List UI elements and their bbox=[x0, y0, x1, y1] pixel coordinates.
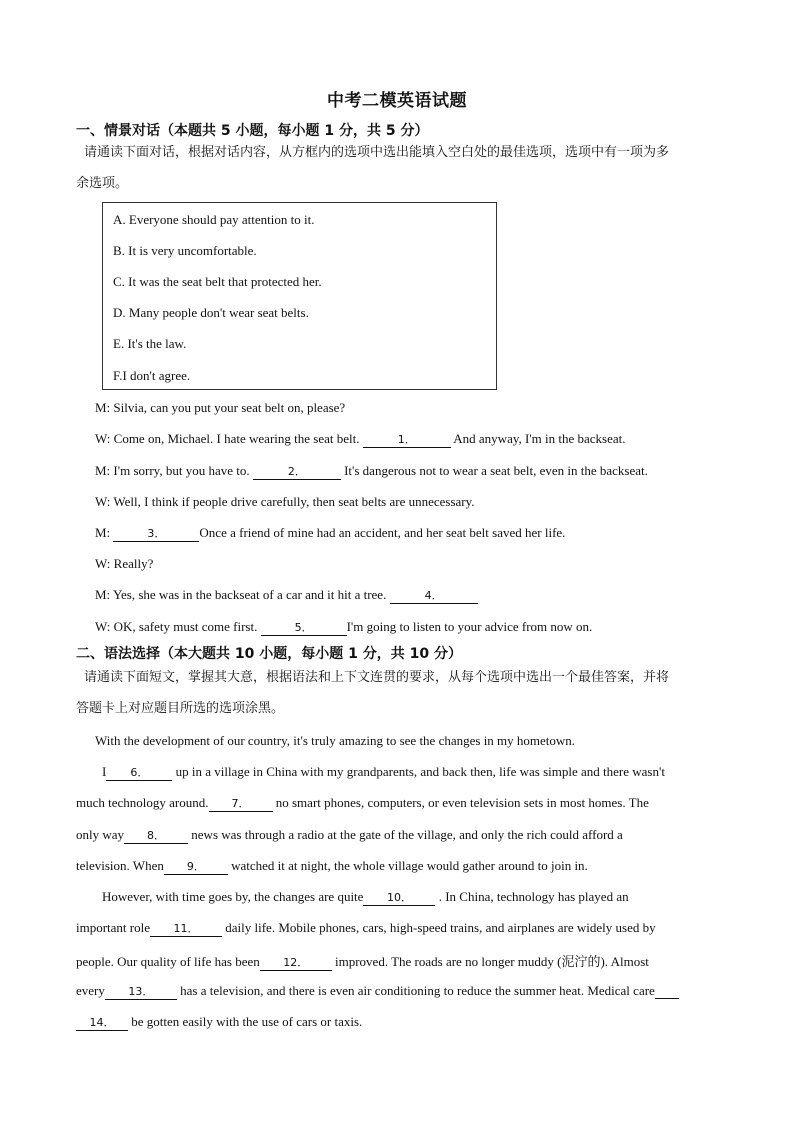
blank-8[interactable]: 8． bbox=[124, 828, 188, 844]
option-e: E. It's the law. bbox=[113, 336, 187, 351]
blank-7[interactable]: 7． bbox=[209, 796, 273, 812]
blank-2[interactable]: 2． bbox=[253, 464, 341, 480]
dialogue-line: M: Yes, she was in the backseat of a car and it hit a tree. 4． bbox=[95, 587, 478, 604]
dialogue-line: W: OK, safety must come first. 5． I'm going to listen to your advice from now on. bbox=[95, 619, 593, 634]
blank-1[interactable]: 1． bbox=[363, 432, 451, 448]
section1-instruction-line2: 余选项。 bbox=[76, 176, 129, 191]
passage-line: every 13． has a television, and there is even air conditioning to reduce the summer heat. Medical care bbox=[76, 983, 679, 1000]
blank-11[interactable]: 11． bbox=[150, 921, 222, 937]
blank-5[interactable]: 5． bbox=[261, 620, 347, 636]
passage-line: important role 11． daily life. Mobile phones, cars, high-speed trains, and airplanes are widely used by bbox=[76, 920, 656, 935]
dialogue-line: W: Come on, Michael. I hate wearing the seat belt. 1． And anyway, I'm in the backseat. bbox=[95, 431, 626, 446]
passage-line: 14． be gotten easily with the use of cars or taxis. bbox=[76, 1014, 362, 1031]
section2-instruction-line1: 请通读下面短文，掌握其大意，根据语法和上下文连贯的要求，从每个选项中选出一个最佳答案，并将 bbox=[84, 670, 670, 685]
passage-line: television. When 9． watched it at night, the whole village would gather around to join in. bbox=[76, 858, 588, 873]
blank-14-start bbox=[655, 984, 679, 999]
dialogue-line: W: Well, I think if people drive carefully, then seat belts are unnecessary. bbox=[95, 494, 475, 509]
passage-line: much technology around. 7． no smart phones, computers, or even television sets in most homes. The bbox=[76, 795, 649, 810]
dialogue-line: M: I'm sorry, but you have to. 2． It's dangerous not to wear a seat belt, even in the backseat. bbox=[95, 463, 648, 478]
option-c: C. It was the seat belt that protected her. bbox=[113, 274, 322, 289]
section2-instruction bbox=[76, 662, 752, 724]
section2-instruction-line2: 答题卡上对应题目所选的选项涂黑。 bbox=[76, 701, 285, 716]
passage-line: people. Our quality of life has been 12． improved. The roads are no longer muddy (泥泞的). Almost bbox=[76, 954, 649, 969]
dialogue-line: M: 3． Once a friend of mine had an accident, and her seat belt saved her life. bbox=[95, 525, 566, 540]
passage-line: only way 8． news was through a radio at the gate of the village, and only the rich could afford a bbox=[76, 827, 623, 842]
section1-instruction-line1: 请通读下面对话，根据对话内容，从方框内的选项中选出能填入空白处的最佳选项，选项中有一项为多 bbox=[84, 145, 670, 160]
dialogue-line: M: Silvia, can you put your seat belt on, please? bbox=[95, 400, 346, 415]
dialogue-line: W: Really? bbox=[95, 556, 154, 571]
option-b: B. It is very uncomfortable. bbox=[113, 243, 257, 258]
blank-9[interactable]: 9． bbox=[164, 859, 228, 875]
blank-6[interactable]: 6． bbox=[106, 765, 172, 781]
section1-heading: 一、情景对话（本题共 5 小题，每小题 1 分，共 5 分） bbox=[76, 123, 429, 139]
passage-line: However, with time goes by, the changes are quite 10． . In China, technology has played an bbox=[102, 889, 629, 904]
section1-instruction bbox=[76, 137, 752, 199]
passage-line: I 6． up in a village in China with my grandparents, and back then, life was simple and there wasn't bbox=[102, 764, 665, 779]
option-a: A. Everyone should pay attention to it. bbox=[113, 212, 315, 227]
blank-4[interactable]: 4． bbox=[390, 588, 478, 604]
passage-line: With the development of our country, it's truly amazing to see the changes in my hometown. bbox=[95, 733, 576, 748]
blank-12[interactable]: 12． bbox=[260, 955, 332, 971]
section2-heading: 二、语法选择（本大题共 10 小题，每小题 1 分，共 10 分） bbox=[76, 646, 462, 662]
blank-10[interactable]: 10． bbox=[363, 890, 435, 906]
options-box bbox=[102, 202, 497, 390]
page-title: 中考二模英语试题 bbox=[327, 91, 467, 111]
blank-14[interactable]: 14． bbox=[76, 1015, 128, 1031]
option-d: D. Many people don't wear seat belts. bbox=[113, 305, 309, 320]
option-f: F.I don't agree. bbox=[113, 368, 191, 383]
blank-3[interactable]: 3． bbox=[113, 526, 199, 542]
blank-13[interactable]: 13． bbox=[105, 984, 177, 1000]
